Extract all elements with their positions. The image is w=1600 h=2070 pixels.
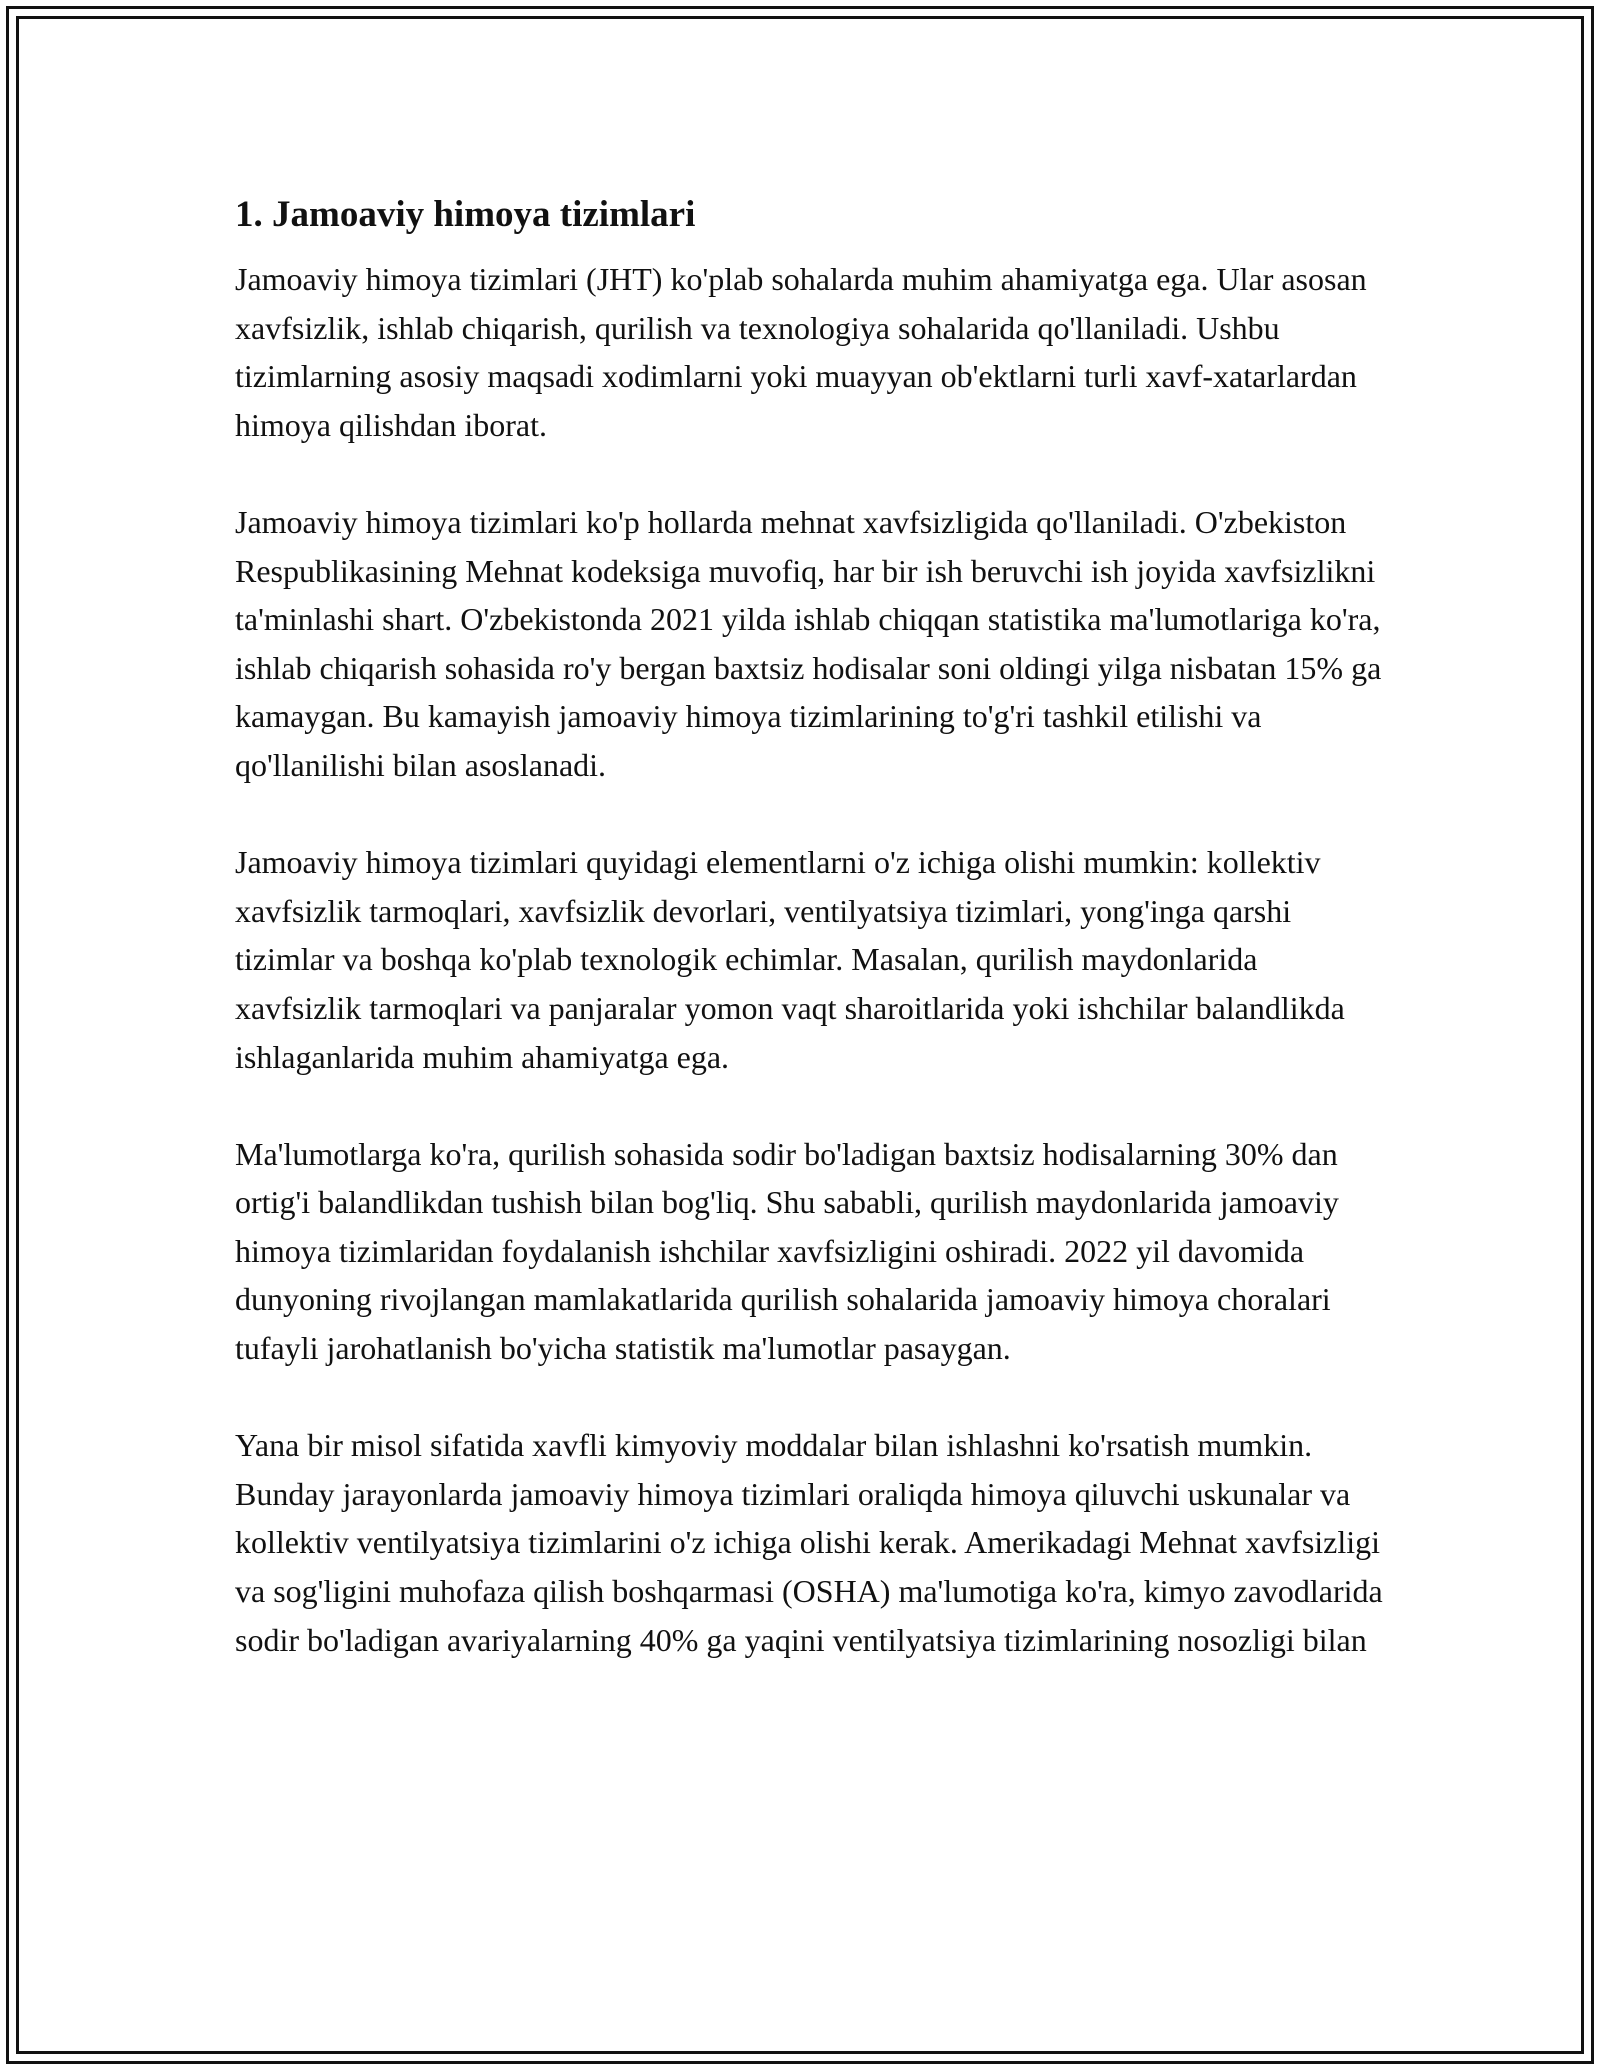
section-heading: 1. Jamoaviy himoya tizimlari	[235, 194, 696, 235]
paragraph-intro: Jamoaviy himoya tizimlari (JHT) ko'plab sohalarda muhim ahamiyatga ega. Ular asosan xavfsizlik, ishlab chiqarish, qurilish va texnologiya sohalarida qo'llaniladi. Ushbu tizimlarning asosiy maqsadi xodimlarni yoki muayyan ob'ektlarni turli xavf-xatarlardan himoya qilishdan iborat.	[235, 261, 1367, 443]
paragraph-construction-stats: Ma'lumotlarga ko'ra, qurilish sohasida sodir bo'ladigan baxtsiz hodisalarning 30% dan ortig'i balandlikdan tushish bilan bog'liq. Shu sababli, qurilish maydonlarida jamoaviy himoya tizimlaridan foydalanish ishchilar xavfsizligini oshiradi. 2022 yil davomida dunyoning rivojlangan mamlakatlarida qurilish sohalarida jamoaviy himoya choralari tufayli jarohatlanish bo'yicha statistik ma'lumotlar pasaygan.	[235, 1135, 1339, 1367]
paragraph-chemical-example: Yana bir misol sifatida xavfli kimyoviy moddalar bilan ishlashni ko'rsatish mumkin. Bunday jarayonlarda jamoaviy himoya tizimlari oraliqda himoya qiluvchi uskunalar va kollektiv ventilyatsiya tizimlarini o'z ichiga olishi kerak. Amerikadagi Mehnat xavfsizligi va sog'ligini muhofaza qilish boshqarmasi (OSHA) ma'lumotiga ko'ra, kimyo zavodlarida sodir bo'ladigan avariyalarning 40% ga yaqini ventilyatsiya tizimlarining nosozligi bilan	[235, 1427, 1383, 1658]
paragraph-elements: Jamoaviy himoya tizimlari quyidagi elementlarni o'z ichiga olishi mumkin: kollektiv xavfsizlik tarmoqlari, xavfsizlik devorlari, ventilyatsiya tizimlari, yong'inga qarshi tizimlar va boshqa ko'plab texnologik echimlar. Masalan, qurilish maydonlarida xavfsizlik tarmoqlari va panjaralar yomon vaqt sharoitlarida yoki ishchilar balandlikda ishlaganlarida muhim ahamiyatga ega.	[235, 844, 1345, 1075]
paragraph-labor-safety: Jamoaviy himoya tizimlari ko'p hollarda mehnat xavfsizligida qo'llaniladi. O'zbekiston Respublikasining Mehnat kodeksiga muvofiq, har bir ish beruvchi ish joyida xavfsizlikni ta'minlashi shart. O'zbekistonda 2021 yilda ishlab chiqqan statistika ma'lumotlariga ko'ra, ishlab chiqarish sohasida ro'y bergan baxtsiz hodisalar soni oldingi yilga nisbatan 15% ga kamaygan. Bu kamayish jamoaviy himoya tizimlarining to'g'ri tashkil etilishi va qo'llanilishi bilan asoslanadi.	[235, 503, 1382, 783]
document-body	[235, 185, 1385, 1713]
